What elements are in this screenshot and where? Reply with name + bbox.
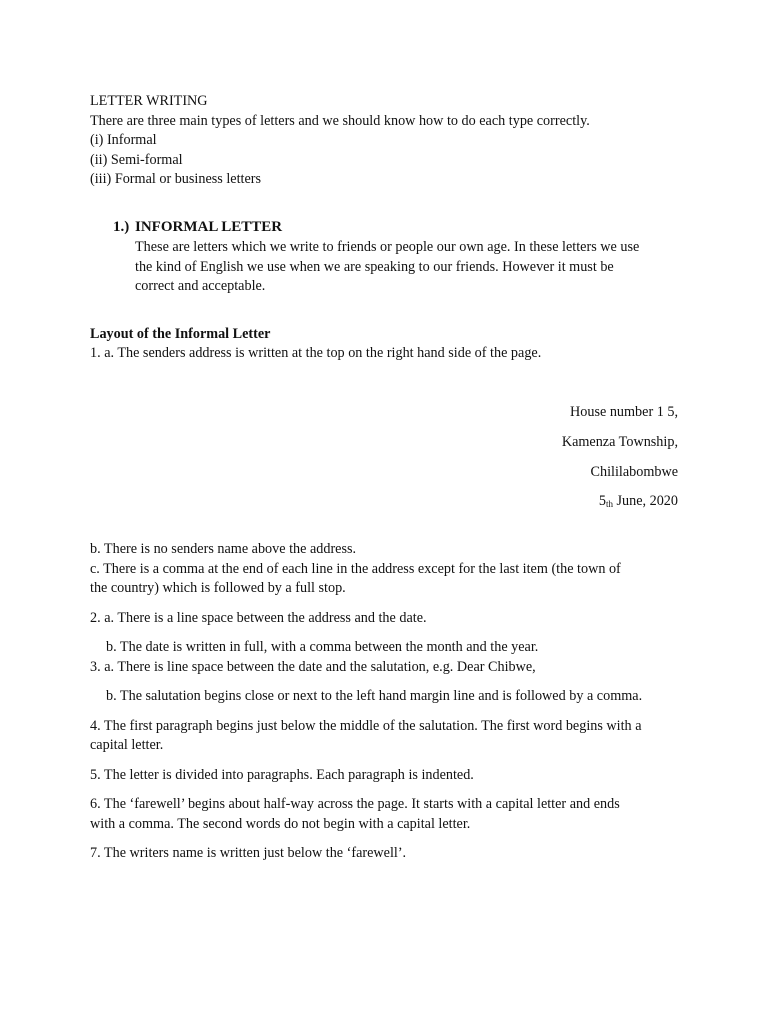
date-day: 5 bbox=[598, 493, 606, 509]
rule-3b: b. The salutation begins close or next to the left hand margin line and is followed by a comma. bbox=[106, 688, 643, 704]
address-line-town: Chililabombwe bbox=[590, 464, 678, 480]
date-suffix: th bbox=[605, 499, 613, 509]
address-line-house: House number 1 5, bbox=[570, 404, 678, 420]
section-number: 1.) bbox=[113, 219, 130, 235]
section-paragraph-line: the kind of English we use when we are speaking to our friends. However it must be bbox=[135, 258, 614, 275]
letter-type-semiformal: (ii) Semi-formal bbox=[90, 151, 183, 168]
section-heading: INFORMAL LETTER bbox=[135, 219, 283, 235]
rule-4-line: capital letter. bbox=[90, 737, 164, 753]
intro-text: There are three main types of letters and we should know how to do each type correctly. bbox=[90, 112, 590, 129]
rule-6-line: 6. The ‘farewell’ begins about half-way across the page. It starts with a capital letter and ends bbox=[90, 796, 620, 812]
section-paragraph-line: These are letters which we write to friends or people our own age. In these letters we use bbox=[135, 239, 640, 255]
section-paragraph-line: correct and acceptable. bbox=[135, 278, 266, 294]
rule-2a: 2. a. There is a line space between the address and the date. bbox=[90, 609, 427, 626]
rule-1b: b. There is no senders name above the address. bbox=[90, 541, 357, 557]
rule-1c-line: c. There is a comma at the end of each line in the address except for the last item (the town of bbox=[90, 560, 621, 577]
letter-type-formal: (iii) Formal or business letters bbox=[90, 171, 262, 187]
address-line-township: Kamenza Township, bbox=[561, 434, 678, 450]
rule-3a: 3. a. There is line space between the date and the salutation, e.g. Dear Chibwe, bbox=[90, 658, 536, 675]
document-title: LETTER WRITING bbox=[90, 93, 208, 109]
rule-4-line: 4. The first paragraph begins just below the middle of the salutation. The first word begins with a bbox=[90, 717, 642, 734]
layout-item-1a: 1. a. The senders address is written at the top on the right hand side of the page. bbox=[90, 345, 542, 361]
rule-1c-line: the country) which is followed by a full stop. bbox=[90, 580, 346, 596]
rule-6-line: with a comma. The second words do not begin with a capital letter. bbox=[90, 815, 471, 832]
date-month-year: June, 2020 bbox=[612, 493, 678, 509]
rule-2b: b. The date is written in full, with a comma between the month and the year. bbox=[106, 639, 539, 655]
letter-type-informal: (i) Informal bbox=[90, 132, 157, 148]
rule-5: 5. The letter is divided into paragraphs. Each paragraph is indented. bbox=[90, 766, 474, 783]
address-date bbox=[400, 492, 678, 515]
layout-heading: Layout of the Informal Letter bbox=[90, 325, 271, 342]
rule-7: 7. The writers name is written just below the ‘farewell’. bbox=[90, 845, 407, 861]
